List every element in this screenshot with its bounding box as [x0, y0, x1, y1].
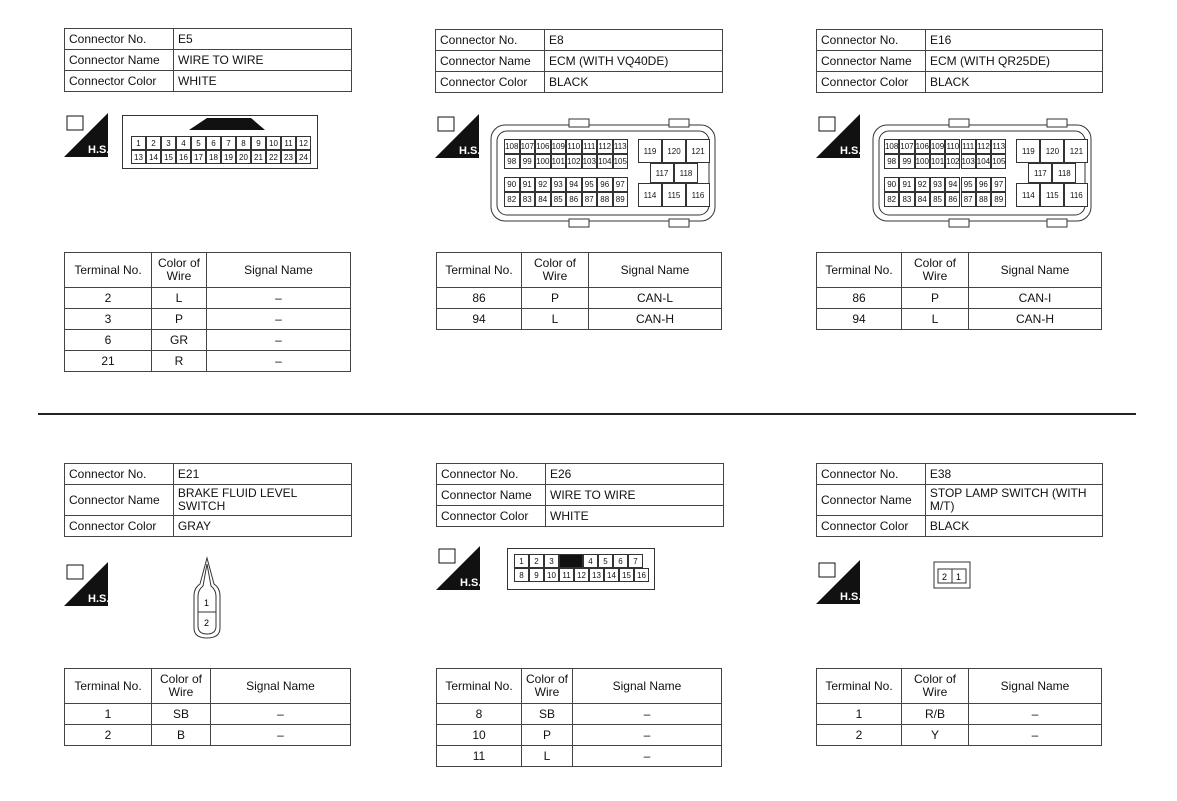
- connector-no: E38: [925, 464, 1102, 485]
- pin-label: 17: [191, 150, 206, 164]
- pin-label: 103: [961, 154, 976, 169]
- pin-label: 18: [206, 150, 221, 164]
- pin-label: 97: [991, 177, 1006, 192]
- hs-icon: [64, 113, 108, 162]
- section-divider: [38, 413, 1136, 415]
- hs-icon: [816, 560, 860, 609]
- connector-panel-e5: [64, 28, 352, 92]
- table-row: 86 P CAN-L: [437, 288, 722, 309]
- pin-label: 100: [535, 154, 551, 169]
- connector-panel-e38: [816, 463, 1103, 537]
- pin-label: 120: [1040, 139, 1064, 163]
- label-connector-color: Connector Color: [65, 71, 174, 92]
- header-terminal-no: Terminal No.: [65, 669, 152, 704]
- pin-label: 121: [1064, 139, 1088, 163]
- label-connector-no: Connector No.: [65, 29, 174, 50]
- pin-label: 109: [551, 139, 567, 154]
- pin-label: 10: [266, 136, 281, 150]
- connector-color: BLACK: [925, 516, 1102, 537]
- terminal-table-e5: [64, 252, 351, 372]
- pin-label: 91: [520, 177, 536, 192]
- pin-label: 20: [236, 150, 251, 164]
- pin-label: 83: [899, 192, 914, 207]
- pin-label: 4: [583, 554, 598, 568]
- pin-label: 119: [1016, 139, 1040, 163]
- pin-label: 82: [504, 192, 520, 207]
- pin-label: 23: [281, 150, 296, 164]
- header-terminal-no: Terminal No.: [817, 253, 902, 288]
- table-row: 94 L CAN-H: [817, 309, 1102, 330]
- label-connector-name: Connector Name: [65, 485, 174, 516]
- pin-label: 90: [884, 177, 899, 192]
- pin-label: 91: [899, 177, 914, 192]
- pin-label: 99: [899, 154, 914, 169]
- table-row: 1 SB –: [65, 704, 351, 725]
- label-connector-no: Connector No.: [817, 464, 926, 485]
- label-connector-name: Connector Name: [436, 51, 545, 72]
- connector-name: BRAKE FLUID LEVEL SWITCH: [173, 485, 351, 516]
- connector-color: BLACK: [545, 72, 723, 93]
- terminal-table-e8: [436, 252, 722, 330]
- pin-label: 88: [597, 192, 613, 207]
- connector-face-e5: [122, 115, 318, 169]
- pin-label: 106: [535, 139, 551, 154]
- pin-label: 11: [559, 568, 574, 582]
- pin-label: 10: [544, 568, 559, 582]
- pin-label: 1: [514, 554, 529, 568]
- terminal-table-e16: [816, 252, 1102, 330]
- header-color-of-wire: Color of Wire: [902, 253, 969, 288]
- pin-label: 116: [686, 183, 710, 207]
- pin-label: 6: [206, 136, 221, 150]
- pin-label: 102: [945, 154, 960, 169]
- blank-pin: [559, 554, 583, 568]
- pin-label: 89: [991, 192, 1006, 207]
- pin-label: 87: [582, 192, 598, 207]
- pin-label: 1: [204, 598, 210, 608]
- header-signal-name: Signal Name: [573, 669, 722, 704]
- pin-label: 101: [930, 154, 945, 169]
- pin-label: 110: [945, 139, 960, 154]
- pin-label: 9: [251, 136, 266, 150]
- pin-label: 105: [613, 154, 629, 169]
- pin-label: 16: [634, 568, 649, 582]
- header-color-of-wire: Color of Wire: [522, 253, 589, 288]
- pin-label: 110: [566, 139, 582, 154]
- pin-label: 8: [514, 568, 529, 582]
- label-connector-color: Connector Color: [65, 516, 174, 537]
- pin-label: 97: [613, 177, 629, 192]
- label-connector-color: Connector Color: [436, 72, 545, 93]
- pin-label: 6: [613, 554, 628, 568]
- table-row: 94 L CAN-H: [437, 309, 722, 330]
- pin-label: 14: [604, 568, 619, 582]
- pin-label: 89: [613, 192, 629, 207]
- table-row: 86 P CAN-I: [817, 288, 1102, 309]
- pin-label: 115: [662, 183, 686, 207]
- pin-label: 114: [1016, 183, 1040, 207]
- header-color-of-wire: Color of Wire: [152, 669, 211, 704]
- pin-label: 117: [650, 163, 674, 183]
- svg-text:H.S.: H.S.: [88, 593, 108, 605]
- pin-label: 2: [204, 618, 210, 628]
- pin-label: 95: [582, 177, 598, 192]
- connector-no: E26: [546, 464, 724, 485]
- pin-label: 92: [915, 177, 930, 192]
- connector-panel-e16: [816, 29, 1103, 93]
- pin-label: 86: [566, 192, 582, 207]
- terminal-table-e21: [64, 668, 351, 746]
- pin-label: 109: [930, 139, 945, 154]
- table-row: 10 P –: [437, 725, 722, 746]
- pin-label: 105: [991, 154, 1006, 169]
- header-signal-name: Signal Name: [207, 253, 351, 288]
- pin-label: 103: [582, 154, 598, 169]
- pin-label: 107: [520, 139, 536, 154]
- label-connector-no: Connector No.: [436, 30, 545, 51]
- header-color-of-wire: Color of Wire: [152, 253, 207, 288]
- connector-panel-e26: [436, 463, 724, 527]
- hs-icon: [435, 114, 479, 163]
- pin-label: 118: [674, 163, 698, 183]
- label-connector-no: Connector No.: [437, 464, 546, 485]
- table-row: 6 GR –: [65, 330, 351, 351]
- connector-no: E8: [545, 30, 723, 51]
- pin-label: 93: [930, 177, 945, 192]
- pin-label: 2: [942, 572, 948, 582]
- pin-label: 117: [1028, 163, 1052, 183]
- label-connector-name: Connector Name: [437, 485, 546, 506]
- connector-no: E16: [926, 30, 1103, 51]
- table-row: 2 L –: [65, 288, 351, 309]
- label-connector-no: Connector No.: [817, 30, 926, 51]
- pin-label: 9: [529, 568, 544, 582]
- pin-label: 12: [574, 568, 589, 582]
- pin-label: 113: [613, 139, 629, 154]
- table-row: 8 SB –: [437, 704, 722, 725]
- pin-label: 92: [535, 177, 551, 192]
- pin-label: 7: [628, 554, 643, 568]
- connector-name: WIRE TO WIRE: [546, 485, 724, 506]
- pin-label: 106: [915, 139, 930, 154]
- pin-label: 95: [961, 177, 976, 192]
- pin-label: 22: [266, 150, 281, 164]
- connector-info-table: [64, 28, 352, 92]
- connector-no: E21: [173, 464, 351, 485]
- pin-label: 112: [597, 139, 613, 154]
- pin-label: 96: [597, 177, 613, 192]
- table-row: 1 R/B –: [817, 704, 1102, 725]
- connector-color: GRAY: [173, 516, 351, 537]
- pin-label: 83: [520, 192, 536, 207]
- pin-label: 86: [945, 192, 960, 207]
- pin-label: 98: [884, 154, 899, 169]
- svg-text:H.S.: H.S.: [460, 577, 480, 589]
- pin-label: 7: [221, 136, 236, 150]
- pin-label: 104: [976, 154, 991, 169]
- pin-label: 24: [296, 150, 311, 164]
- pin-label: 1: [956, 572, 962, 582]
- pin-label: 85: [930, 192, 945, 207]
- connector-color: BLACK: [926, 72, 1103, 93]
- hs-icon: [64, 562, 108, 611]
- pin-label: 118: [1052, 163, 1076, 183]
- connector-color: WHITE: [174, 71, 352, 92]
- pin-label: 14: [146, 150, 161, 164]
- label-connector-name: Connector Name: [65, 50, 174, 71]
- connector-name: STOP LAMP SWITCH (WITH M/T): [925, 485, 1102, 516]
- table-row: 21 R –: [65, 351, 351, 372]
- header-signal-name: Signal Name: [211, 669, 351, 704]
- pin-label: 8: [236, 136, 251, 150]
- pin-label: 5: [598, 554, 613, 568]
- pin-label: 120: [662, 139, 686, 163]
- hs-icon: [436, 546, 480, 595]
- header-terminal-no: Terminal No.: [437, 669, 522, 704]
- pin-label: 119: [638, 139, 662, 163]
- label-connector-name: Connector Name: [817, 485, 926, 516]
- pin-label: 111: [582, 139, 598, 154]
- connector-face-e21: [190, 556, 224, 640]
- label-connector-name: Connector Name: [817, 51, 926, 72]
- connector-face-e26: [507, 548, 655, 590]
- pin-label: 104: [597, 154, 613, 169]
- pin-label: 19: [221, 150, 236, 164]
- header-signal-name: Signal Name: [969, 253, 1102, 288]
- pin-label: 3: [544, 554, 559, 568]
- pin-label: 84: [915, 192, 930, 207]
- pin-label: 94: [566, 177, 582, 192]
- pin-label: 102: [566, 154, 582, 169]
- pin-label: 3: [161, 136, 176, 150]
- label-connector-color: Connector Color: [437, 506, 546, 527]
- pin-label: 85: [551, 192, 567, 207]
- connector-face-e8: [489, 117, 717, 229]
- pin-label: 15: [619, 568, 634, 582]
- header-signal-name: Signal Name: [589, 253, 722, 288]
- svg-text:H.S.: H.S.: [840, 591, 860, 603]
- terminal-table-e26: [436, 668, 722, 767]
- pin-label: 84: [535, 192, 551, 207]
- pin-label: 112: [976, 139, 991, 154]
- table-row: 2 Y –: [817, 725, 1102, 746]
- connector-name: ECM (WITH QR25DE): [926, 51, 1103, 72]
- pin-label: 16: [176, 150, 191, 164]
- pin-label: 4: [176, 136, 191, 150]
- pin-label: 13: [589, 568, 604, 582]
- connector-no: E5: [174, 29, 352, 50]
- pin-label: 116: [1064, 183, 1088, 207]
- pin-label: 108: [884, 139, 899, 154]
- pin-label: 88: [976, 192, 991, 207]
- header-signal-name: Signal Name: [969, 669, 1102, 704]
- table-row: 2 B –: [65, 725, 351, 746]
- label-connector-no: Connector No.: [65, 464, 174, 485]
- pin-label: 98: [504, 154, 520, 169]
- table-row: 3 P –: [65, 309, 351, 330]
- connector-color: WHITE: [546, 506, 724, 527]
- pin-label: 113: [991, 139, 1006, 154]
- pin-label: 99: [520, 154, 536, 169]
- pin-label: 11: [281, 136, 296, 150]
- header-color-of-wire: Color of Wire: [902, 669, 969, 704]
- pin-label: 5: [191, 136, 206, 150]
- pin-label: 96: [976, 177, 991, 192]
- table-row: 11 L –: [437, 746, 722, 767]
- pin-label: 100: [915, 154, 930, 169]
- label-connector-color: Connector Color: [817, 72, 926, 93]
- hs-icon: [816, 114, 860, 163]
- terminal-table-e38: [816, 668, 1102, 746]
- pin-label: 1: [131, 136, 146, 150]
- connector-face-e16: [871, 117, 1093, 229]
- pin-label: 115: [1040, 183, 1064, 207]
- pin-label: 94: [945, 177, 960, 192]
- connector-name: WIRE TO WIRE: [174, 50, 352, 71]
- connector-panel-e8: [435, 29, 723, 93]
- pin-label: 15: [161, 150, 176, 164]
- pin-label: 2: [529, 554, 544, 568]
- connector-panel-e21: [64, 463, 352, 537]
- svg-text:H.S.: H.S.: [459, 145, 479, 157]
- pin-label: 82: [884, 192, 899, 207]
- header-terminal-no: Terminal No.: [817, 669, 902, 704]
- pin-label: 13: [131, 150, 146, 164]
- pin-label: 93: [551, 177, 567, 192]
- pin-label: 21: [251, 150, 266, 164]
- pin-label: 12: [296, 136, 311, 150]
- svg-text:H.S.: H.S.: [840, 145, 860, 157]
- pin-label: 111: [961, 139, 976, 154]
- pin-label: 2: [146, 136, 161, 150]
- pin-label: 121: [686, 139, 710, 163]
- pin-label: 108: [504, 139, 520, 154]
- connector-name: ECM (WITH VQ40DE): [545, 51, 723, 72]
- pin-label: 101: [551, 154, 567, 169]
- pin-label: 87: [961, 192, 976, 207]
- pin-label: 114: [638, 183, 662, 207]
- pin-label: 107: [899, 139, 914, 154]
- connector-face-e38: [933, 561, 971, 589]
- label-connector-color: Connector Color: [817, 516, 926, 537]
- svg-text:H.S.: H.S.: [88, 144, 108, 156]
- header-terminal-no: Terminal No.: [65, 253, 152, 288]
- header-color-of-wire: Color of Wire: [522, 669, 573, 704]
- pin-label: 90: [504, 177, 520, 192]
- header-terminal-no: Terminal No.: [437, 253, 522, 288]
